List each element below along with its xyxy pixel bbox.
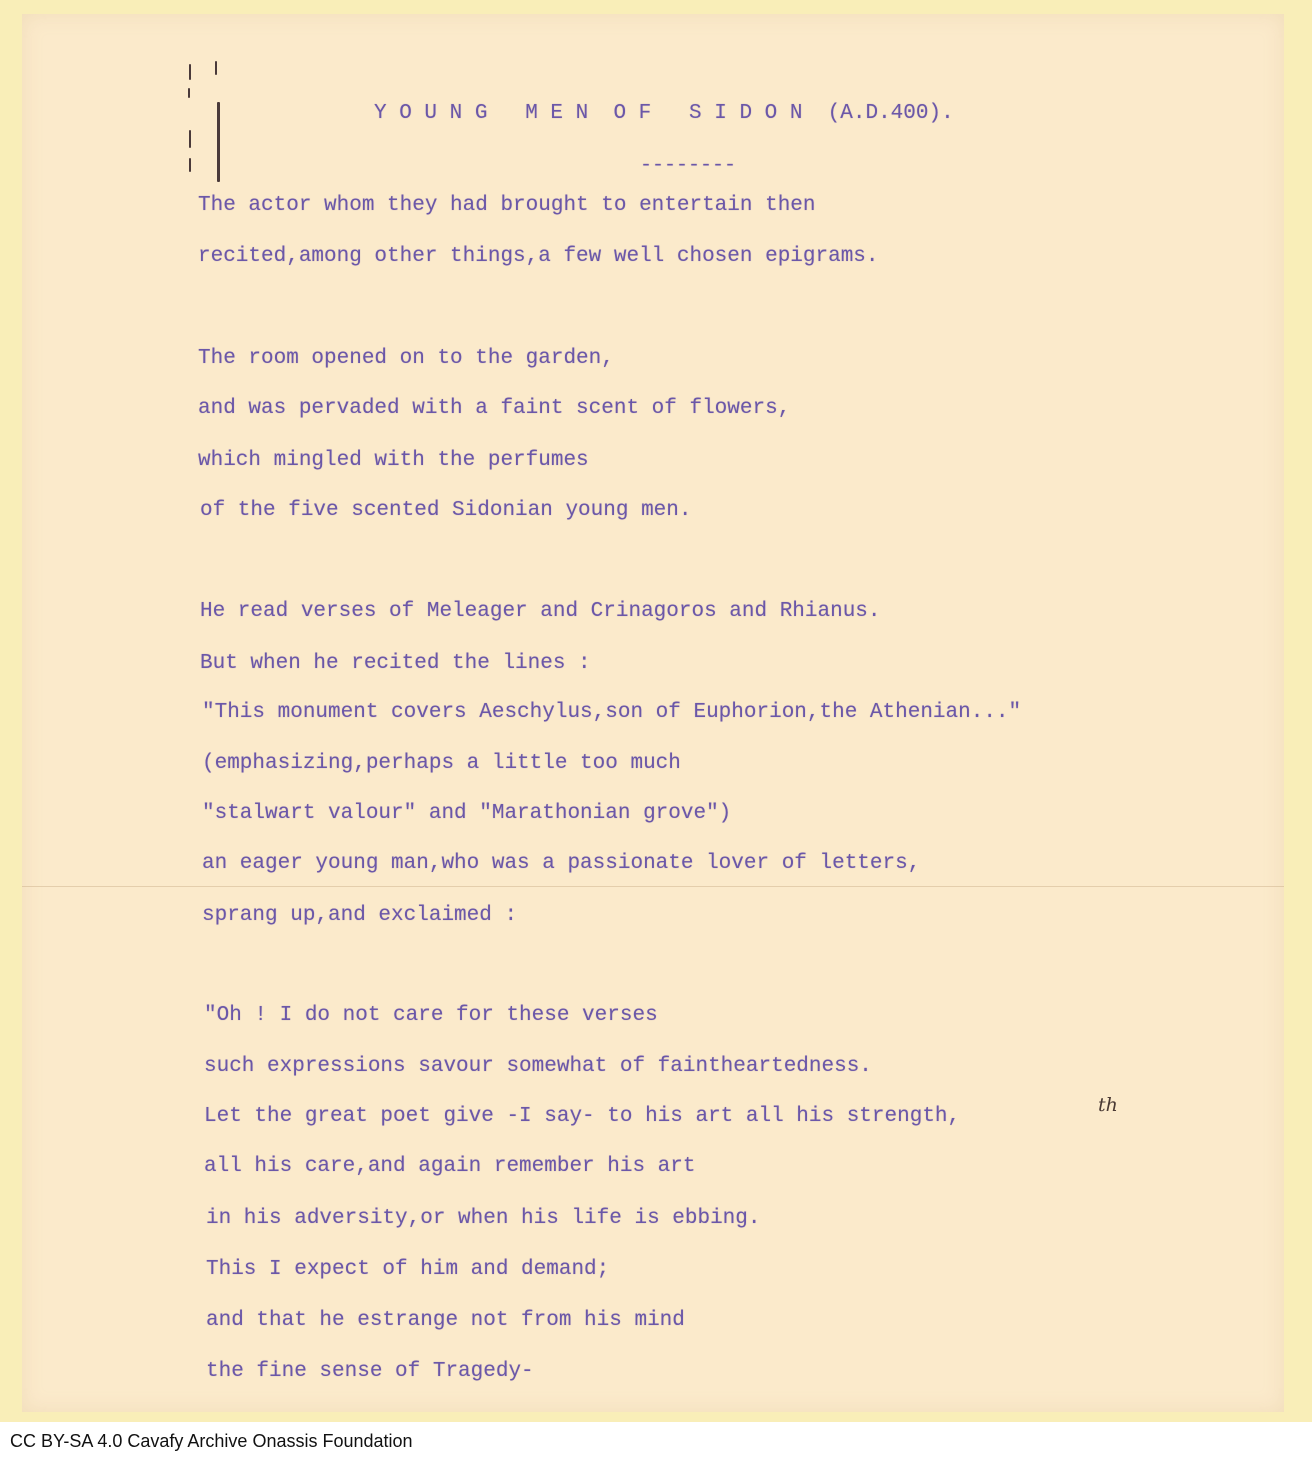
- poem-line: of the five scented Sidonian young men.: [200, 499, 692, 522]
- image-credit: CC BY-SA 4.0 Cavafy Archive Onassis Foundation: [10, 1431, 413, 1451]
- poem-line: The room opened on to the garden,: [198, 347, 614, 370]
- poem-line: all his care,and again remember his art: [204, 1155, 696, 1178]
- margin-mark: [189, 158, 191, 172]
- poem-line: "This monument covers Aeschylus,son of Euphorion,the Athenian...": [202, 701, 1022, 724]
- poem-line: "stalwart valour" and "Marathonian grove"): [202, 802, 732, 825]
- poem-title: Y O U N G M E N O F S I D O N (A.D.400).: [374, 102, 954, 125]
- margin-mark: [215, 61, 217, 75]
- poem-line: the fine sense of Tragedy-: [206, 1360, 534, 1383]
- margin-mark: [189, 130, 191, 148]
- poem-line: such expressions savour somewhat of faintheartedness.: [204, 1055, 872, 1078]
- margin-mark: [189, 64, 191, 80]
- handwritten-correction: th: [1098, 1094, 1118, 1116]
- poem-line: and was pervaded with a faint scent of flowers,: [198, 397, 791, 420]
- poem-line: and that he estrange not from his mind: [206, 1309, 685, 1332]
- poem-line: He read verses of Meleager and Crinagoros and Rhianus.: [200, 600, 881, 623]
- poem-line: This I expect of him and demand;: [206, 1258, 610, 1281]
- margin-mark: [217, 102, 220, 182]
- poem-line: in his adversity,or when his life is ebbing.: [206, 1207, 761, 1230]
- poem-line: which mingled with the perfumes: [198, 449, 589, 472]
- title-rule: --------: [640, 154, 737, 177]
- poem-line: recited,among other things,a few well chosen epigrams.: [198, 245, 879, 268]
- poem-line: "Oh ! I do not care for these verses: [204, 1004, 658, 1027]
- typescript-page: [22, 14, 1284, 1412]
- poem-line: (emphasizing,perhaps a little too much: [202, 752, 681, 775]
- margin-mark: [188, 88, 190, 98]
- poem-line: Let the great poet give -I say- to his art all his strength,: [204, 1105, 961, 1128]
- poem-line: sprang up,and exclaimed :: [202, 904, 518, 927]
- poem-line: an eager young man,who was a passionate lover of letters,: [202, 852, 921, 875]
- poem-line: But when he recited the lines :: [200, 652, 591, 675]
- fold-crease: [22, 886, 1284, 887]
- poem-line: The actor whom they had brought to entertain then: [198, 194, 816, 217]
